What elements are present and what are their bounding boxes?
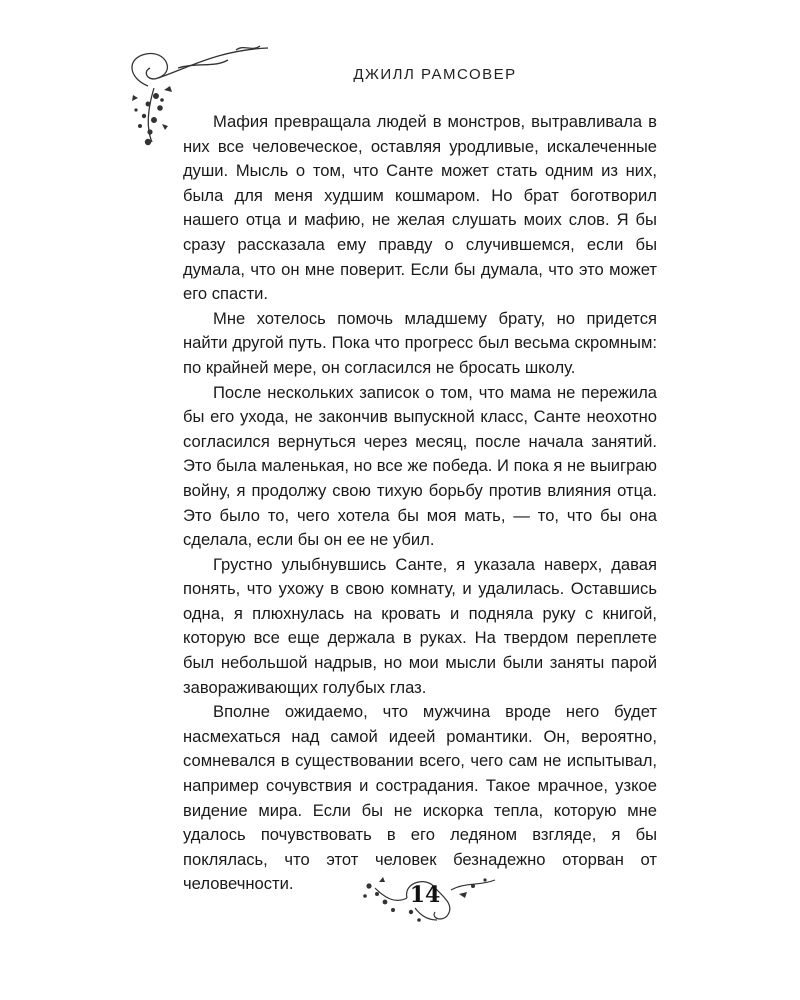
paragraph: Мафия превращала людей в монстров, вытравливала в них все человеческое, оставляя уродливые, искалеченные души. Мысль о том, что Санте может стать одним из них, была для меня худшим кошмаром. Но брат боготворил нашего отца и мафию, не желая слушать моих слов. Я бы сразу рассказала ему правду о случившемся, если бы думала, что он мне поверит. Если бы думала, что это может его спасти. xyxy=(183,112,657,304)
paragraph: Мне хотелось помочь младшему брату, но придется найти другой путь. Пока что прогресс был весьма скромным: по крайней мере, он согласился не бросать школу. xyxy=(183,308,657,377)
paragraph: После нескольких записок о том, что мама не пережила бы его ухода, не закончив выпускной класс, Санте неохотно согласился вернуться через месяц, после начала занятий. Это была маленькая, но все же победа. И пока я не выиграю войну, я продолжу свою тихую борьбу против влияния отца. Это было то, чего хотела бы моя мать, — то, что бы она сделала, если бы он ее не убил. xyxy=(183,382,657,550)
body-text xyxy=(183,110,657,897)
page-number: 14 xyxy=(409,882,441,908)
page-footer xyxy=(0,868,800,928)
paragraph: Грустно улыбнувшись Санте, я указала наверх, давая понять, что ухожу в свою комнату, и удалилась. Оставшись одна, я плюхнулась на кровать и подняла руку с книгой, которую все еще держала в руках. На твердом переплете был небольшой надрыв, но мои мысли были заняты парой завораживающих голубых глаз. xyxy=(183,554,657,697)
running-head-title: ДЖИЛЛ РАМСОВЕР xyxy=(353,66,517,83)
paragraph: Вполне ожидаемо, что мужчина вроде него будет насмехаться над самой идеей романтики. Он, вероятно, сомневался в существовании всего, чего сам не испытывал, например сочувствия и сострадания. Такое мрачное, узкое видение мира. Если бы не искорка тепла, которую мне удалось почувствовать в его ледяном взгляде, я бы поклялась, что этот человек безнадежно оторван от человечности. xyxy=(183,702,657,894)
